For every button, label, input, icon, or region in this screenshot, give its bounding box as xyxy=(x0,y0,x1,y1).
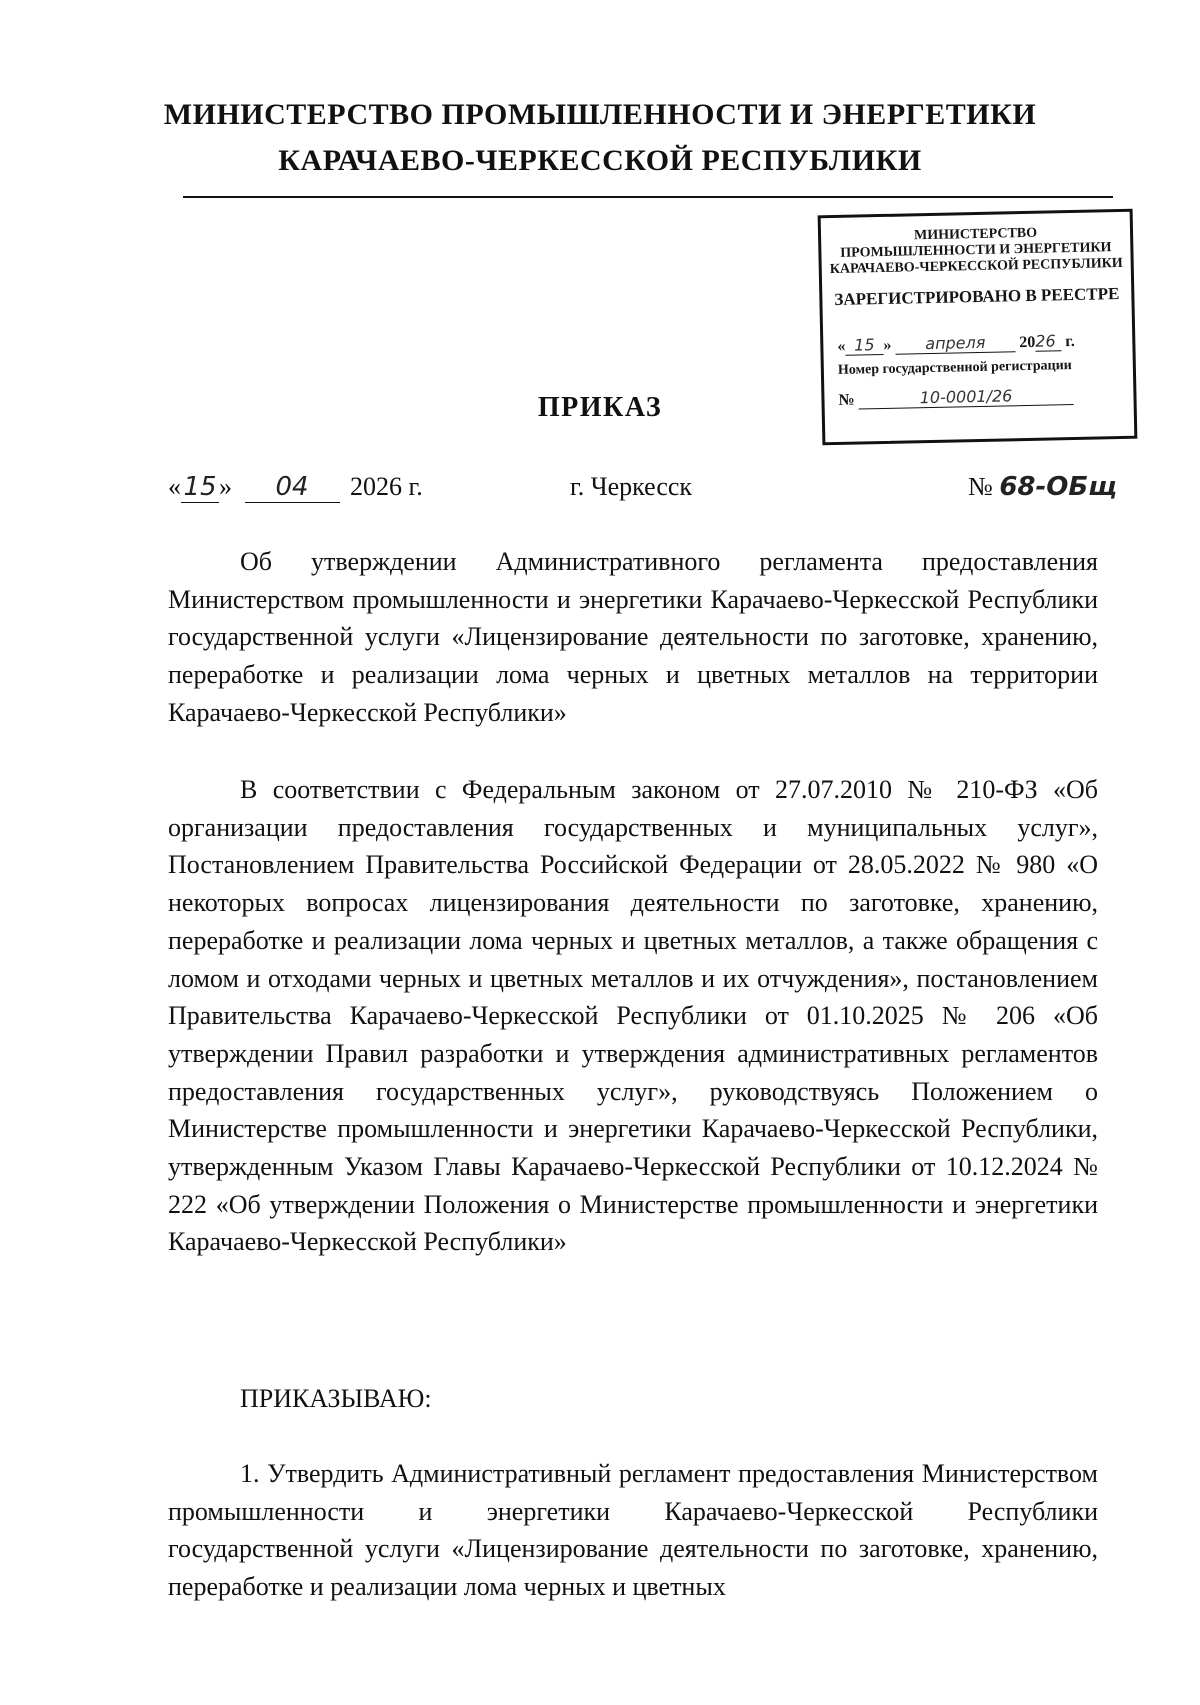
city: г. Черкесск xyxy=(570,472,693,501)
ministry-header xyxy=(0,92,1200,184)
date-close-quote: » xyxy=(219,472,232,501)
stamp-organization xyxy=(821,224,1131,278)
legal-basis-text: В соответствии с Федеральным законом от 27.07.2010 № 210-ФЗ «Об организации предоставления государственных и муниципальных услуг», Постановлением Правительства Российской Федерации от 28.05.2022 № 980 «О некоторых вопросах лицензирования деятельности по заготовке, хранению, переработке и реализации лома черных и цветных металлов, а также обращения с ломом и отходами черных и цветных металлов и их отчуждения», постановлением Правительства Карачаево-Черкесской Республики от 01.10.2025 № 206 «Об утверждении Правил разработки и утверждения административных регламентов предоставления государственных услуг», руководствуясь Положением о Министерстве промышленности и энергетики Карачаево-Черкесской Республики, утвержденным Указом Главы Карачаево-Черкесской Республики от 10.12.2024 № 222 «Об утверждении Положения о Министерстве промышленности и энергетики Карачаево-Черкесской Республики» xyxy=(168,775,1098,1257)
order-item-1 xyxy=(168,1455,1098,1606)
stamp-date-year-suffix: 26 xyxy=(1035,331,1061,352)
order-item-1-text: 1. Утвердить Административный регламент предоставления Министерством промышленности и энергетики Карачаево-Черкесской Республики государственной услуги «Лицензирование деятельности по заготовке, хранению, переработке и реализации лома черных и цветных xyxy=(168,1459,1098,1602)
order-subject xyxy=(168,543,1098,732)
stamp-date-g: г. xyxy=(1065,332,1075,351)
order-directive: ПРИКАЗЫВАЮ: xyxy=(240,1384,432,1413)
order-number xyxy=(968,472,1117,502)
ministry-name-line1: МИНИСТЕРСТВО ПРОМЫШЛЕННОСТИ И ЭНЕРГЕТИКИ xyxy=(163,98,1037,131)
order-number-value: 68-ОБщ xyxy=(999,472,1117,502)
ministry-name-line2: КАРАЧАЕВО-ЧЕРКЕССКОЙ РЕСПУБЛИКИ xyxy=(278,144,922,177)
date-day: 15 xyxy=(181,472,219,503)
legal-basis xyxy=(168,771,1098,1261)
order-subject-text: Об утверждении Административного регламента предоставления Министерством промышленности и энергетики Карачаево-Черкесской Республики государственной услуги «Лицензирование деятельности по заготовке, хранению, переработке и реализации лома черных и цветных металлов на территории Карачаево-Черкесской Республики» xyxy=(168,547,1098,727)
stamp-org-line1: МИНИСТЕРСТВО xyxy=(913,225,1038,244)
stamp-registered-label: ЗАРЕГИСТРИРОВАНО В РЕЕСТРЕ xyxy=(834,284,1120,309)
stamp-no-label: № xyxy=(838,391,855,409)
stamp-date-month: апреля xyxy=(895,332,1015,355)
stamp-date-day: 15 xyxy=(845,335,883,356)
stamp-date-year-prefix: 20 xyxy=(1019,333,1036,352)
date-year: 2026 г. xyxy=(350,472,423,501)
stamp-org-line3: КАРАЧАЕВО-ЧЕРКЕССКОЙ РЕСПУБЛИКИ xyxy=(829,255,1123,278)
header-divider xyxy=(183,196,1113,198)
stamp-date-row xyxy=(837,330,1122,356)
stamp-date-open-quote: « xyxy=(837,337,846,355)
stamp-reg-number: 10-0001/26 xyxy=(858,385,1073,409)
order-date xyxy=(168,472,423,503)
date-open-quote: « xyxy=(168,472,181,501)
document-title: ПРИКАЗ xyxy=(537,392,663,423)
stamp-reg-number-label: Номер государственной регистрации xyxy=(837,358,1072,378)
stamp-date-close-quote: » xyxy=(883,336,892,354)
date-month: 04 xyxy=(245,472,340,503)
stamp-org-line2: ПРОМЫШЛЕННОСТИ И ЭНЕРГЕТИКИ xyxy=(840,240,1112,261)
order-number-label: № xyxy=(968,472,993,501)
